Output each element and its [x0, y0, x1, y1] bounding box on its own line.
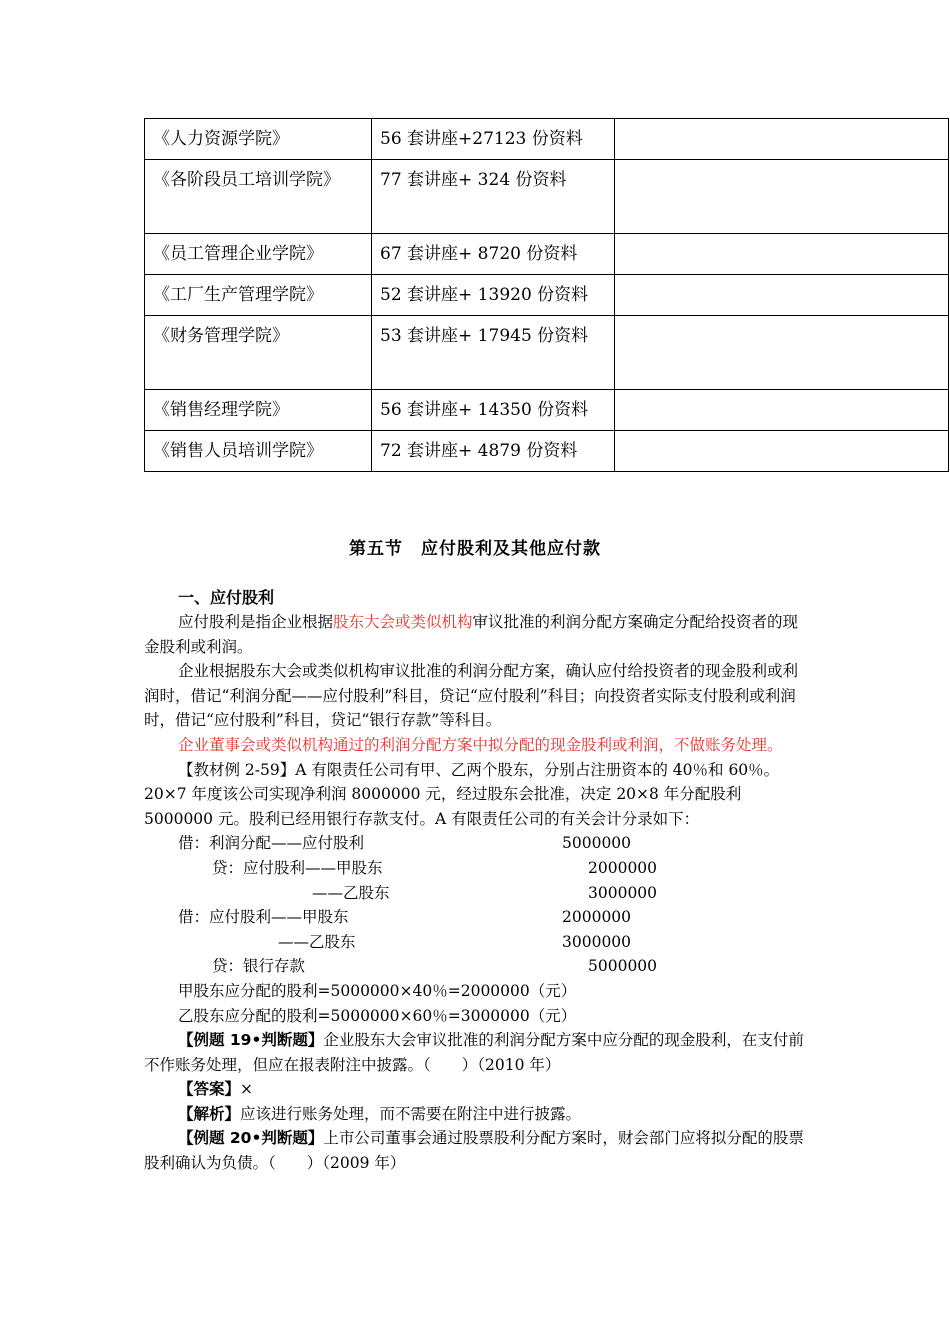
analysis-label: 【解析】: [178, 1104, 241, 1123]
table-row: [145, 275, 949, 316]
analysis-line: [144, 1102, 808, 1127]
text-span: 应付股利是指企业根据: [178, 613, 334, 631]
entry-amount: 2000000: [562, 908, 632, 927]
paragraph-accounting: 企业根据股东大会或类似机构审议批准的利润分配方案，确认应付给投资者的现金股利或利润时，借记“利润分配——应付股利”科目，贷记“应付股利”科目；向投资者实际支付股利或利润时，借记“应付股利”科目，贷记“银行存款”等科目。: [144, 662, 799, 730]
entry-label: 借：利润分配——应付股利: [178, 834, 365, 853]
journal-entry-row: [144, 905, 808, 930]
entry-label: ——乙股东: [312, 883, 390, 902]
catalog-content: 56 套讲座+ 14350 份资料: [372, 390, 615, 431]
entry-amount: 2000000: [588, 858, 658, 877]
calc-line: 乙股东应分配的股利=5000000×60％=3000000（元）: [178, 1006, 577, 1025]
catalog-name: 《人力资源学院》: [145, 119, 372, 160]
table-row: [145, 119, 949, 160]
catalog-empty-cell: [615, 234, 949, 275]
entry-amount: 3000000: [562, 932, 632, 951]
example-text: A 有限责任公司有甲、乙两个股东，分别占注册资本的 40％和 60％。20×7 年度该公司实现净利润 8000000 元，经过股东会批准，决定 20×8 年分配股利 5000000 元。股利已经用银行存款支付。A 有限责任公司的有关会计分录如下：: [144, 760, 780, 828]
table-row: [145, 431, 949, 472]
table-row: [145, 160, 949, 234]
entry-label: 贷：银行存款: [212, 957, 306, 976]
entry-amount: 5000000: [562, 834, 632, 853]
catalog-empty-cell: [615, 160, 949, 234]
journal-entry-row: [144, 954, 808, 979]
catalog-content: 72 套讲座+ 4879 份资料: [372, 431, 615, 472]
catalog-name: 《工厂生产管理学院》: [145, 275, 372, 316]
paragraph-definition: [144, 610, 808, 659]
catalog-empty-cell: [615, 119, 949, 160]
catalog-name: 《销售经理学院》: [145, 390, 372, 431]
journal-entry-row: [144, 881, 808, 906]
journal-entry-row: [144, 856, 808, 881]
catalog-content: 53 套讲座+ 17945 份资料: [372, 316, 615, 390]
answer-label: 【答案】: [178, 1080, 241, 1099]
table-row: [145, 316, 949, 390]
table-row: [145, 390, 949, 431]
entry-label: 贷：应付股利——甲股东: [212, 858, 383, 877]
question-20: [144, 1126, 808, 1175]
catalog-content: 56 套讲座+27123 份资料: [372, 119, 615, 160]
text-span: 审议批准的利润分配方案确定分配给投资者的现金股利或利润。: [144, 613, 799, 656]
question-19: [144, 1028, 808, 1077]
catalog-name: 《财务管理学院》: [145, 316, 372, 390]
question-text: 上市公司董事会通过股票股利分配方案时，财会部门应将拟分配的股票股利确认为负债。（ ）（2009 年）: [144, 1129, 804, 1173]
catalog-table: [144, 118, 949, 472]
entry-label: ——乙股东: [278, 932, 356, 951]
catalog-empty-cell: [615, 275, 949, 316]
paragraph-example: [144, 758, 808, 832]
entry-amount: 5000000: [588, 957, 658, 976]
section-title: 第五节 应付股利及其他应付款: [349, 539, 601, 559]
table-row: [145, 234, 949, 275]
example-label: 【教材例 2-59】: [178, 760, 296, 779]
question-label: 【例题 19•判断题】: [178, 1031, 324, 1050]
catalog-content: 77 套讲座+ 324 份资料: [372, 160, 615, 234]
subsection-title: 一、应付股利: [178, 588, 275, 607]
answer-value: ×: [240, 1080, 254, 1099]
catalog-empty-cell: [615, 316, 949, 390]
journal-entries: [144, 831, 808, 979]
catalog-name: 《员工管理企业学院》: [145, 234, 372, 275]
journal-entry-row: [144, 831, 808, 856]
question-label: 【例题 20•判断题】: [178, 1129, 324, 1148]
catalog-name: 《销售人员培训学院》: [145, 431, 372, 472]
question-text: 企业股东大会审议批准的利润分配方案中应分配的现金股利，在支付前不作账务处理，但应在报表附注中披露。（ ）（2010 年）: [144, 1031, 804, 1074]
paragraph-highlight: 企业董事会或类似机构通过的利润分配方案中拟分配的现金股利或利润，不做账务处理。: [178, 735, 783, 754]
analysis-text: 应该进行账务处理，而不需要在附注中进行披露。: [240, 1104, 582, 1123]
catalog-content: 67 套讲座+ 8720 份资料: [372, 234, 615, 275]
journal-entry-row: [144, 930, 808, 955]
catalog-empty-cell: [615, 390, 949, 431]
catalog-name: 《各阶段员工培训学院》: [145, 160, 372, 234]
highlight-text: 股东大会或类似机构: [333, 613, 473, 631]
answer-line: [144, 1077, 808, 1102]
body-text: [144, 610, 808, 1176]
catalog-content: 52 套讲座+ 13920 份资料: [372, 275, 615, 316]
entry-label: 借：应付股利——甲股东: [178, 908, 349, 927]
catalog-empty-cell: [615, 431, 949, 472]
calc-line: 甲股东应分配的股利=5000000×40％=2000000（元）: [178, 981, 577, 1000]
entry-amount: 3000000: [588, 883, 658, 902]
